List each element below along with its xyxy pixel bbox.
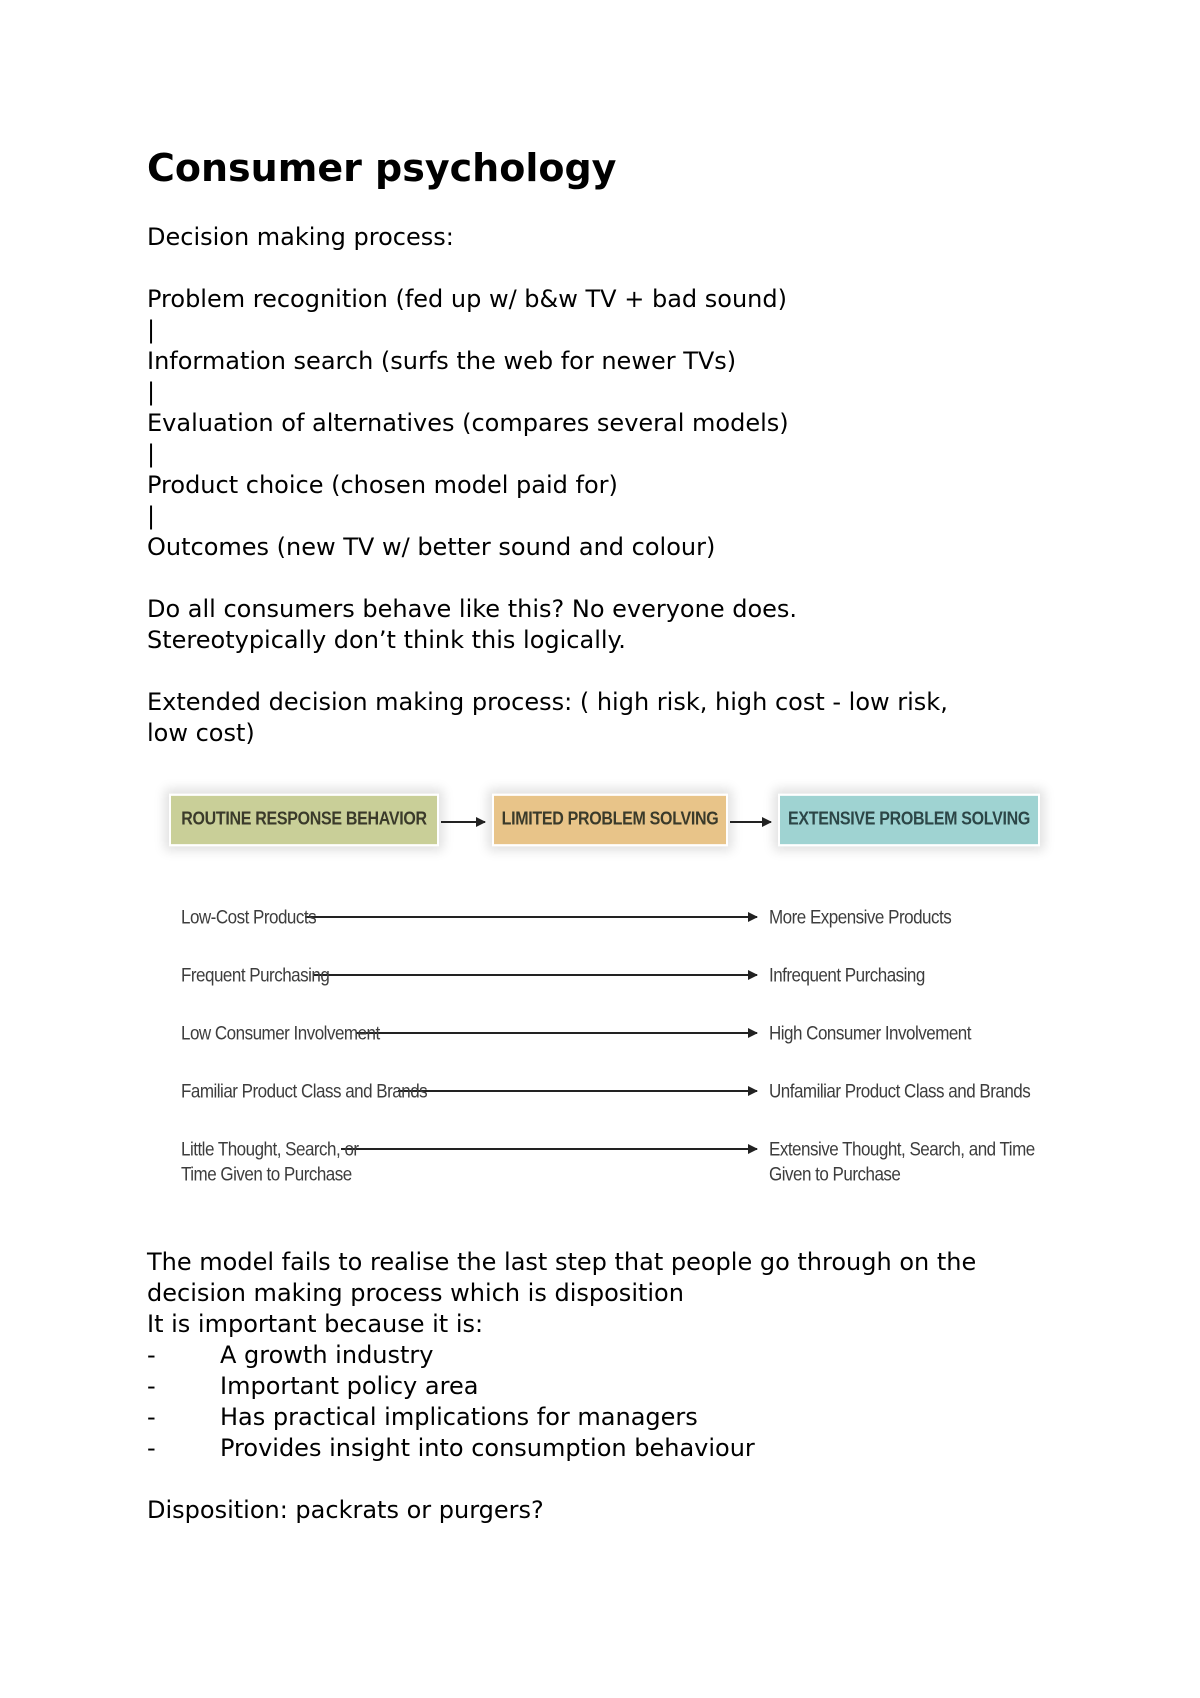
closing-text: Disposition: packrats or purgers?: [147, 1496, 544, 1524]
importance-intro: It is important because it is:: [147, 1310, 484, 1338]
process-step: Product choice (chosen model paid for): [147, 471, 618, 499]
list-item: [147, 1340, 1067, 1371]
list-item: [147, 1433, 1067, 1464]
continuum-left-label: Low Consumer Involvement: [181, 1022, 380, 1044]
model-text: The model fails to realise the last step that people go through on the: [147, 1248, 977, 1276]
continuum-left-label: Low-Cost Products: [181, 906, 317, 928]
question-text: Do all consumers behave like this? No everyone does.: [147, 595, 798, 623]
document-body: [147, 140, 1067, 1526]
process-step: Information search (surfs the web for newer TVs): [147, 347, 737, 375]
stage-extensive-problem-solving: EXTENSIVE PROBLEM SOLVING: [778, 794, 1040, 847]
continuum-right-label: High Consumer Involvement: [769, 1022, 971, 1044]
model-text-continued: decision making process which is disposition: [147, 1279, 684, 1307]
extended-process-text-continued: low cost): [147, 719, 255, 747]
process-step: Outcomes (new TV w/ better sound and colour): [147, 533, 716, 561]
bullet-marker: -: [147, 1434, 156, 1462]
intro-text: Decision making process:: [147, 223, 454, 251]
stage-routine-response: ROUTINE RESPONSE BEHAVIOR: [169, 794, 439, 847]
extended-process-text: Extended decision making process: ( high risk, high cost - low risk,: [147, 688, 948, 716]
process-steps: [147, 284, 1067, 563]
continuum-right-label: Extensive Thought, Search, and Time Given to Purchase: [769, 1138, 1035, 1186]
importance-list: [147, 1340, 1067, 1464]
bullet-marker: -: [147, 1372, 156, 1400]
list-item-text: Has practical implications for managers: [220, 1403, 698, 1431]
question-text-continued: Stereotypically don’t think this logically.: [147, 626, 626, 654]
step-separator: |: [147, 378, 156, 406]
step-separator: |: [147, 440, 156, 468]
list-item: [147, 1402, 1067, 1433]
list-item-text: Important policy area: [220, 1372, 479, 1400]
process-step: Problem recognition (fed up w/ b&w TV + bad sound): [147, 285, 787, 313]
step-separator: |: [147, 502, 156, 530]
list-item: [147, 1371, 1067, 1402]
bullet-marker: -: [147, 1341, 156, 1369]
continuum-right-label: Infrequent Purchasing: [769, 964, 925, 986]
continuum-right-label: Unfamiliar Product Class and Brands: [769, 1080, 1031, 1102]
step-separator: |: [147, 316, 156, 344]
bullet-marker: -: [147, 1403, 156, 1431]
continuum-left-label: Frequent Purchasing: [181, 964, 330, 986]
continuum-left-label: Little Thought, Search, or Time Given to Purchase: [181, 1138, 359, 1186]
continuum-right-label: More Expensive Products: [769, 906, 952, 928]
page-title: Consumer psychology: [147, 146, 617, 190]
list-item-text: A growth industry: [220, 1341, 434, 1369]
continuum-left-label: Familiar Product Class and Brands: [181, 1080, 428, 1102]
list-item-text: Provides insight into consumption behaviour: [220, 1434, 755, 1462]
stage-limited-problem-solving: LIMITED PROBLEM SOLVING: [492, 794, 728, 847]
process-step: Evaluation of alternatives (compares several models): [147, 409, 789, 437]
decision-continuum-diagram: [147, 767, 1067, 1205]
